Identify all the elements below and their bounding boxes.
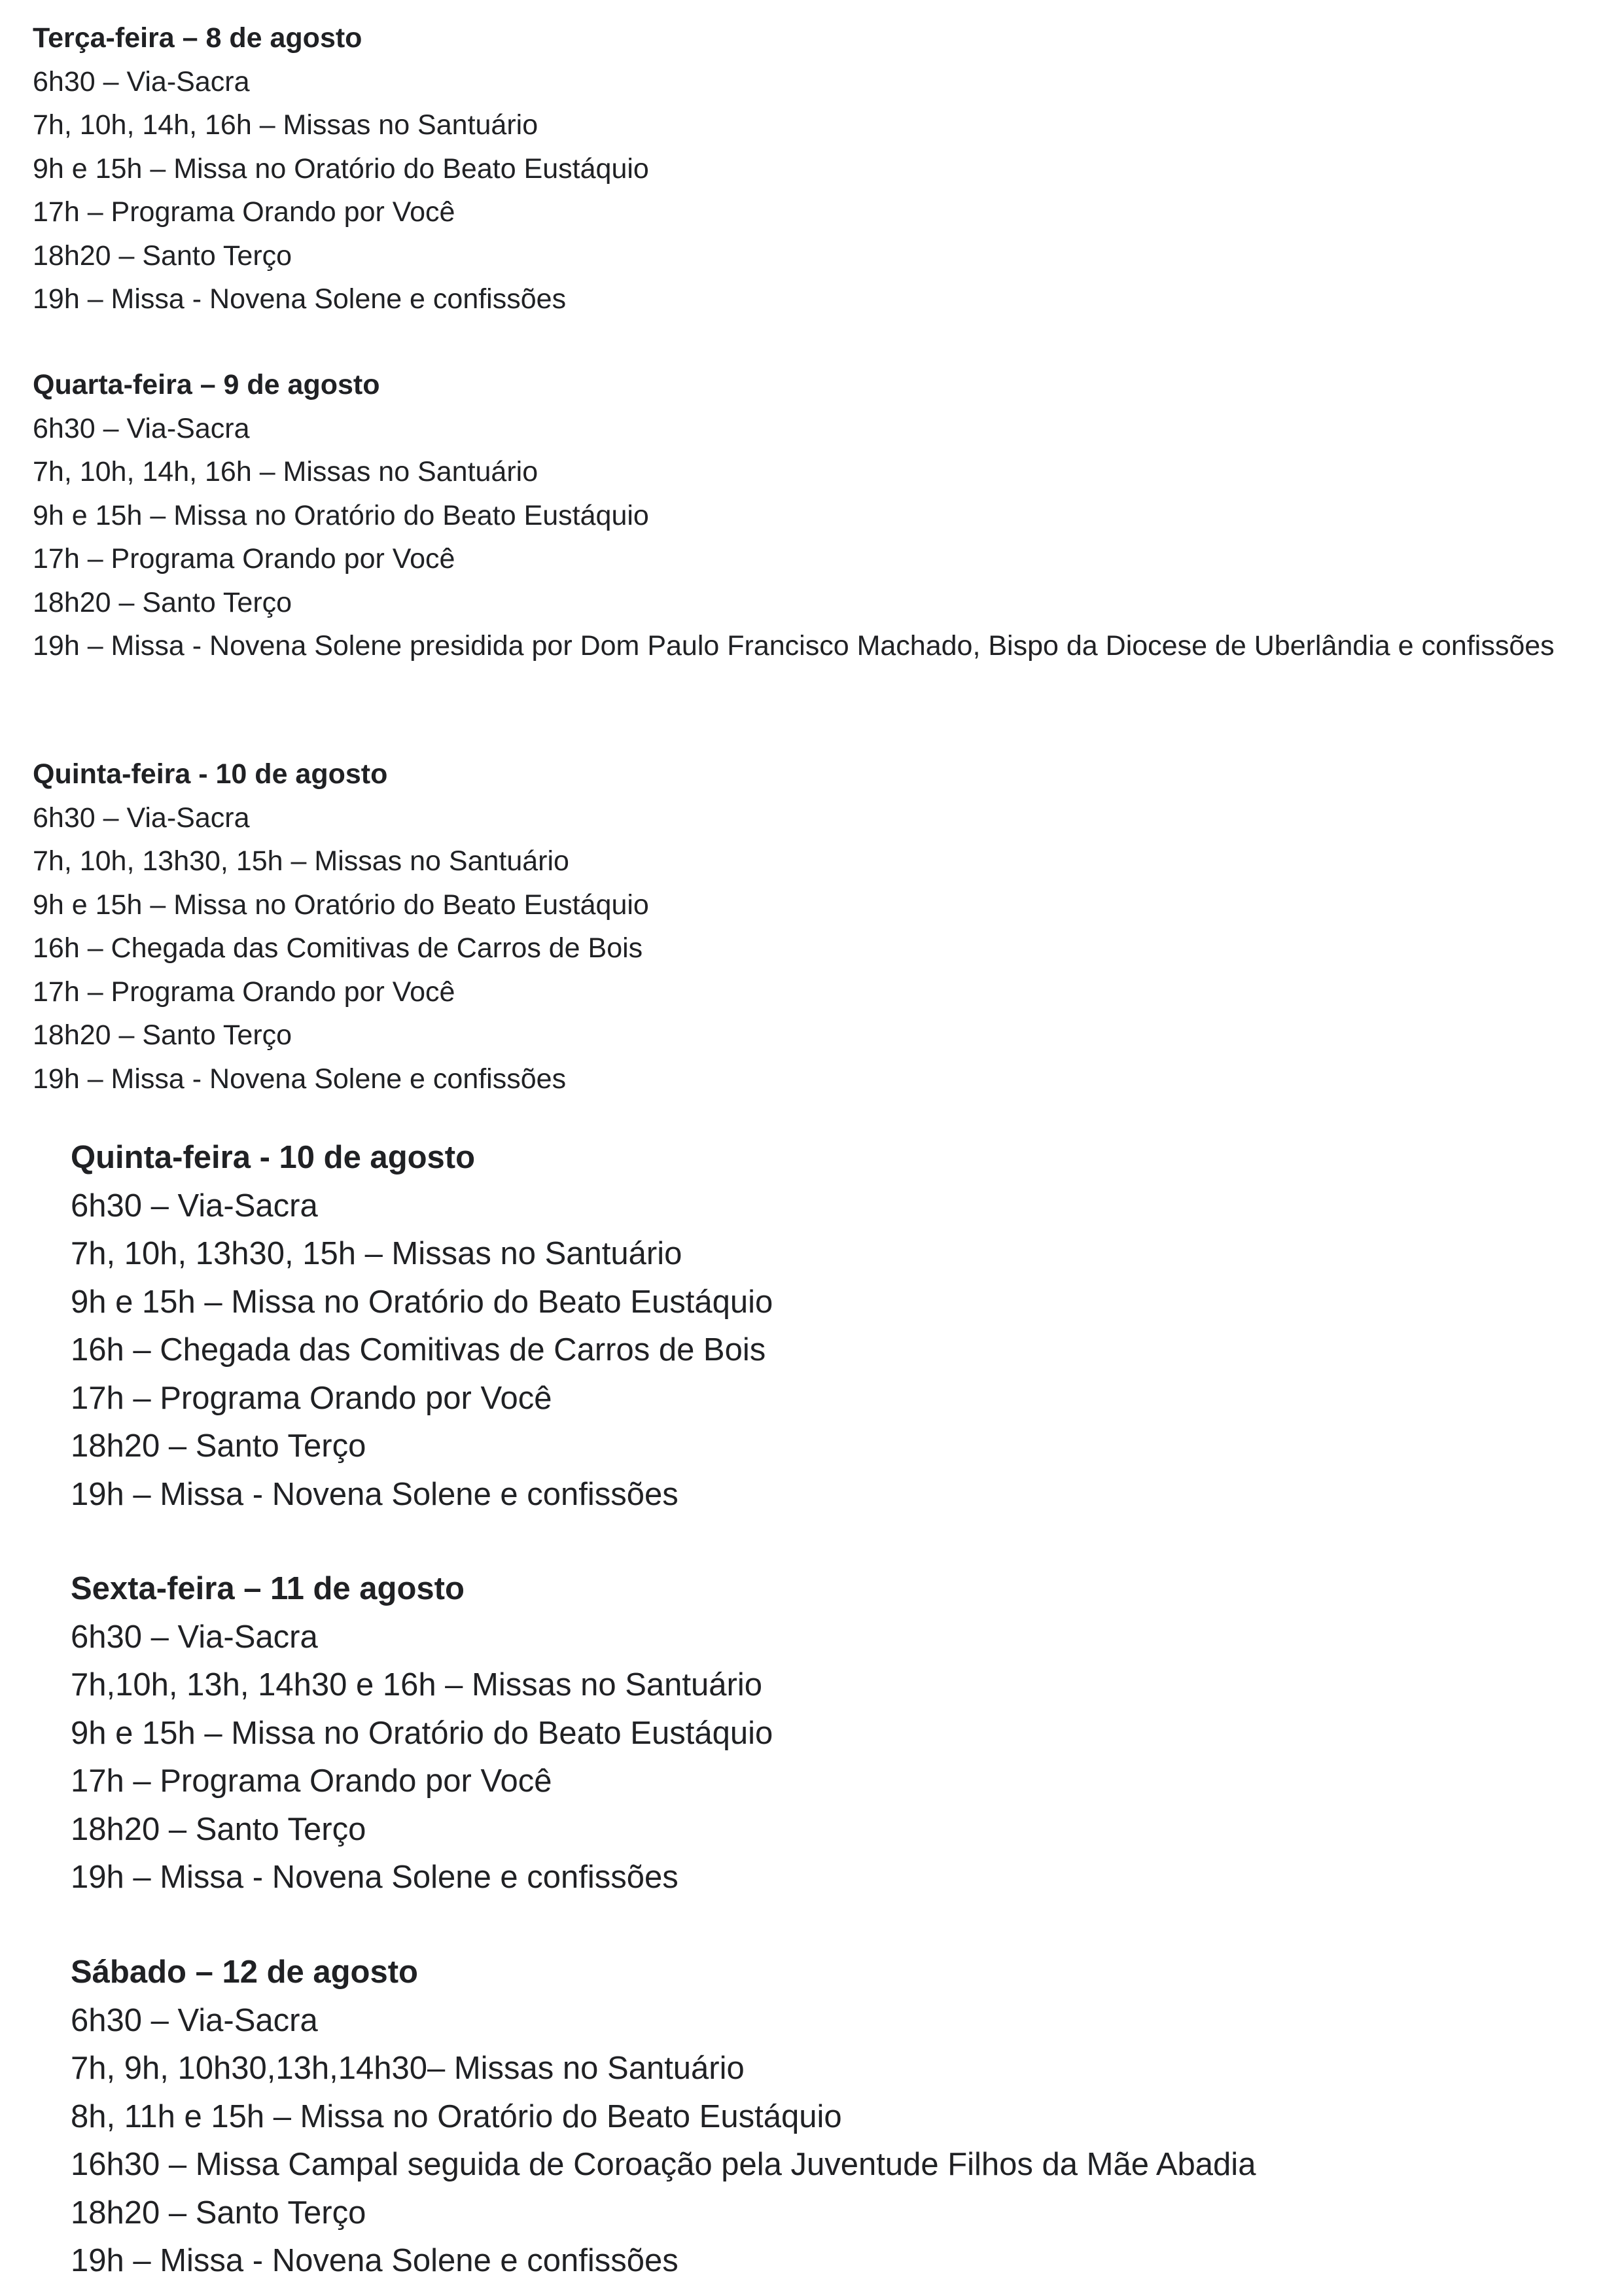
schedule-item: 19h – Missa - Novena Solene presidida por Dom Paulo Francisco Machado, Bispo da Diocese de Uberlândia e confissões bbox=[33, 630, 1555, 662]
schedule-item: 6h30 – Via-Sacra bbox=[33, 802, 250, 834]
schedule-item: 6h30 – Via-Sacra bbox=[33, 412, 250, 444]
schedule-item: 9h e 15h – Missa no Oratório do Beato Eustáquio bbox=[33, 152, 649, 185]
schedule-item: 19h – Missa - Novena Solene e confissões bbox=[71, 1476, 679, 1512]
schedule-item: 6h30 – Via-Sacra bbox=[33, 65, 250, 97]
day-section-thursday-repeat bbox=[71, 1134, 773, 1519]
day-title: Sábado – 12 de agosto bbox=[71, 1954, 418, 1990]
schedule-item: 6h30 – Via-Sacra bbox=[71, 1188, 318, 1224]
day-section-thursday bbox=[33, 752, 649, 1101]
day-section-friday bbox=[71, 1565, 773, 1902]
schedule-item: 17h – Programa Orando por Você bbox=[33, 543, 455, 574]
day-title: Sexta-feira – 11 de agosto bbox=[71, 1571, 465, 1606]
day-title: Quarta-feira – 9 de agosto bbox=[33, 369, 380, 400]
schedule-item: 19h – Missa - Novena Solene e confissões bbox=[33, 1063, 567, 1095]
schedule-item: 9h e 15h – Missa no Oratório do Beato Eustáquio bbox=[33, 499, 649, 531]
schedule-item: 6h30 – Via-Sacra bbox=[71, 1619, 318, 1655]
schedule-item: 7h, 10h, 14h, 16h – Missas no Santuário bbox=[33, 456, 538, 487]
day-section-tuesday bbox=[33, 16, 649, 321]
day-section-saturday bbox=[71, 1949, 1256, 2286]
schedule-item: 9h e 15h – Missa no Oratório do Beato Eustáquio bbox=[33, 889, 649, 921]
schedule-item: 16h – Chegada das Comitivas de Carros de Bois bbox=[71, 1332, 766, 1368]
schedule-item: 17h – Programa Orando por Você bbox=[33, 976, 455, 1008]
schedule-item: 17h – Programa Orando por Você bbox=[71, 1763, 552, 1799]
schedule-item: 18h20 – Santo Terço bbox=[71, 1428, 366, 1464]
schedule-item: 18h20 – Santo Terço bbox=[71, 2195, 366, 2231]
schedule-item: 9h e 15h – Missa no Oratório do Beato Eustáquio bbox=[71, 1715, 773, 1751]
day-title: Terça-feira – 8 de agosto bbox=[33, 22, 362, 54]
schedule-item: 9h e 15h – Missa no Oratório do Beato Eustáquio bbox=[71, 1284, 773, 1320]
schedule-item: 19h – Missa - Novena Solene e confissões bbox=[71, 1860, 679, 1895]
schedule-item: 17h – Programa Orando por Você bbox=[33, 196, 455, 228]
schedule-item: 18h20 – Santo Terço bbox=[71, 1811, 366, 1847]
schedule-item: 18h20 – Santo Terço bbox=[33, 239, 292, 272]
schedule-item: 7h, 10h, 13h30, 15h – Missas no Santuário bbox=[71, 1236, 682, 1271]
schedule-item: 7h,10h, 13h, 14h30 e 16h – Missas no Santuário bbox=[71, 1667, 762, 1703]
schedule-item: 18h20 – Santo Terço bbox=[33, 586, 292, 618]
schedule-item: 7h, 10h, 13h30, 15h – Missas no Santuário bbox=[33, 845, 569, 877]
day-section-wednesday bbox=[33, 363, 1577, 668]
schedule-item: 18h20 – Santo Terço bbox=[33, 1019, 292, 1051]
day-title: Quinta-feira - 10 de agosto bbox=[33, 758, 388, 790]
schedule-item: 6h30 – Via-Sacra bbox=[71, 2002, 318, 2038]
schedule-item: 7h, 10h, 14h, 16h – Missas no Santuário bbox=[33, 109, 538, 141]
schedule-item: 19h – Missa - Novena Solene e confissões bbox=[33, 283, 567, 315]
schedule-item: 8h, 11h e 15h – Missa no Oratório do Beato Eustáquio bbox=[71, 2098, 842, 2134]
schedule-item: 19h – Missa - Novena Solene e confissões bbox=[71, 2243, 679, 2278]
schedule-item: 16h – Chegada das Comitivas de Carros de Bois bbox=[33, 932, 643, 964]
schedule-item: 17h – Programa Orando por Você bbox=[71, 1380, 552, 1416]
day-title: Quinta-feira - 10 de agosto bbox=[71, 1140, 476, 1175]
schedule-item: 16h30 – Missa Campal seguida de Coroação pela Juventude Filhos da Mãe Abadia bbox=[71, 2147, 1256, 2182]
schedule-item: 7h, 9h, 10h30,13h,14h30– Missas no Santuário bbox=[71, 2051, 745, 2086]
